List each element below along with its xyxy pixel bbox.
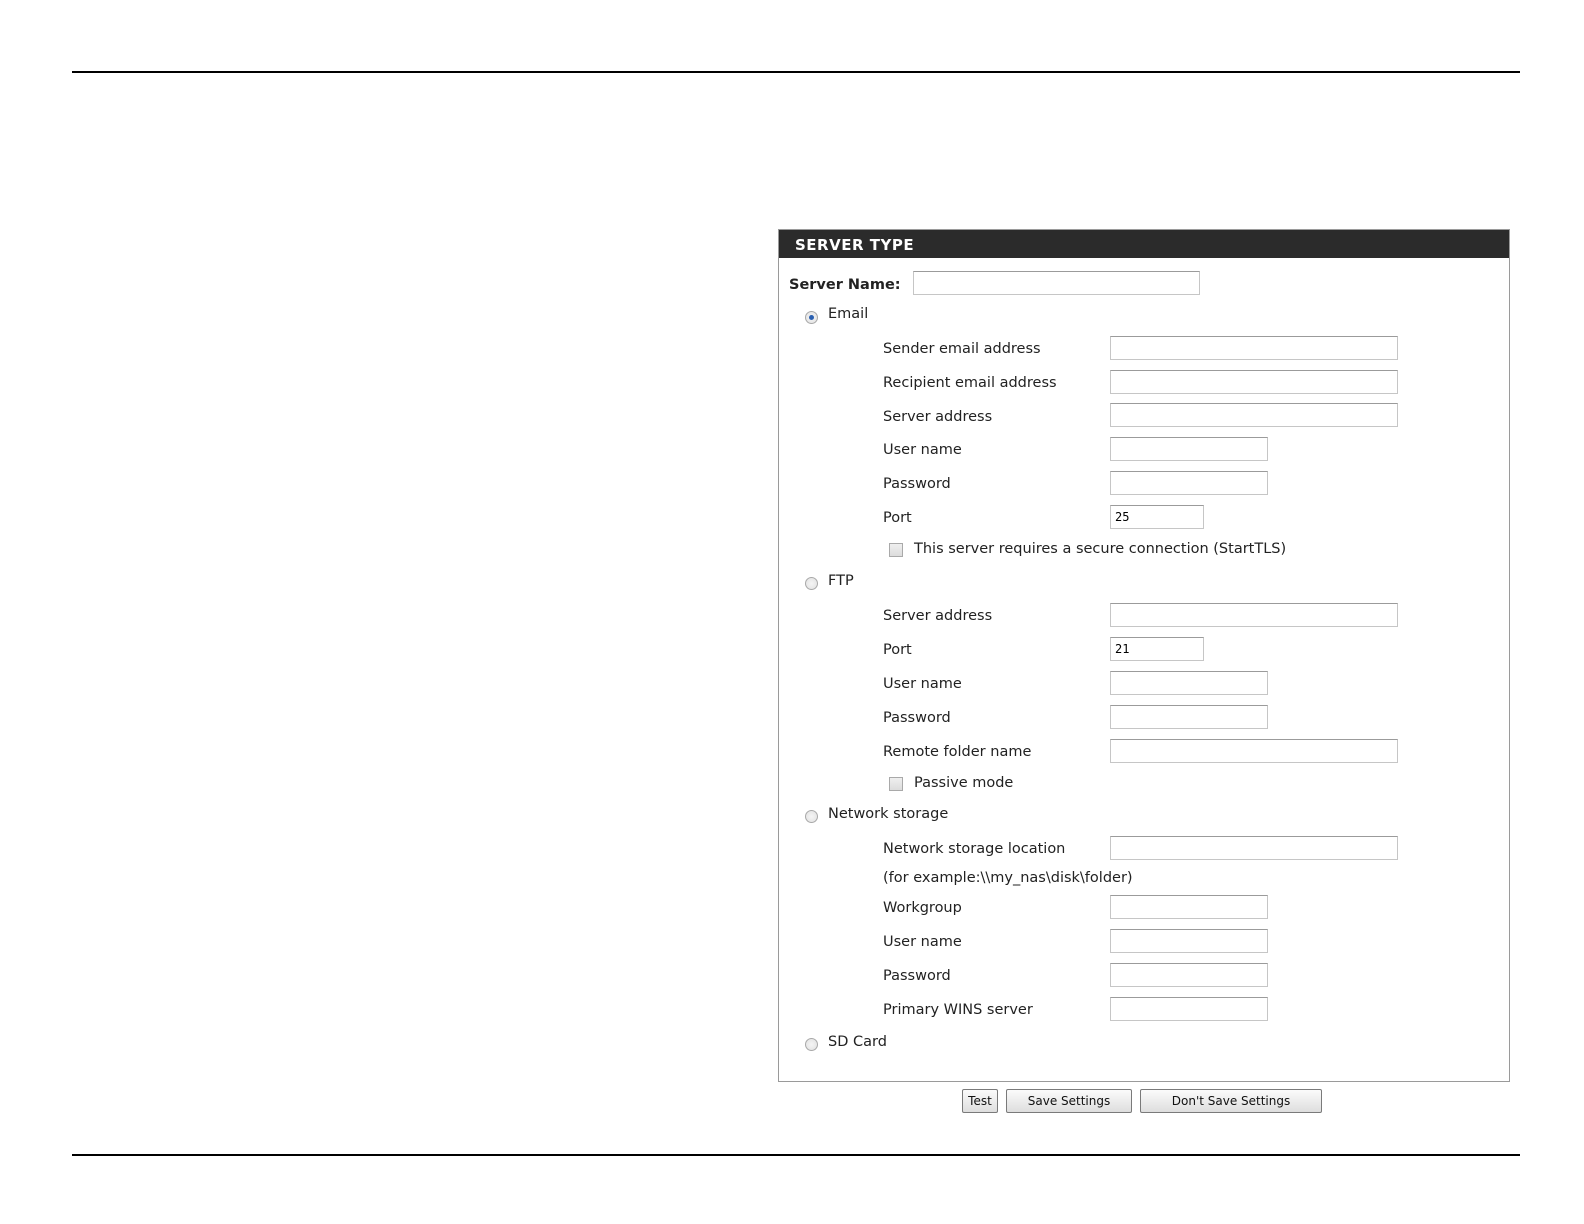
test-button[interactable]: Test <box>962 1089 998 1113</box>
network-storage-example: (for example:\\my_nas\disk\folder) <box>883 870 1133 886</box>
dont-save-settings-button[interactable]: Don't Save Settings <box>1140 1089 1322 1113</box>
passive-mode-label: Passive mode <box>914 775 1014 791</box>
panel-title: SERVER TYPE <box>779 230 1509 258</box>
ns-user-name-label: User name <box>883 934 962 950</box>
email-server-address-label: Server address <box>883 409 993 425</box>
email-password-input[interactable] <box>1110 471 1268 495</box>
email-port-label: Port <box>883 510 912 526</box>
network-storage-location-input[interactable] <box>1110 836 1398 860</box>
sender-email-input[interactable] <box>1110 336 1398 360</box>
remote-folder-input[interactable] <box>1110 739 1398 763</box>
email-radio[interactable] <box>805 311 818 324</box>
workgroup-input[interactable] <box>1110 895 1268 919</box>
ftp-radio[interactable] <box>805 577 818 590</box>
ns-password-input[interactable] <box>1110 963 1268 987</box>
ns-user-name-input[interactable] <box>1110 929 1268 953</box>
ftp-server-address-label: Server address <box>883 608 993 624</box>
ftp-option-label: FTP <box>828 573 854 589</box>
starttls-label: This server requires a secure connection (StartTLS) <box>914 541 1287 557</box>
save-settings-button[interactable]: Save Settings <box>1006 1089 1132 1113</box>
wins-server-input[interactable] <box>1110 997 1268 1021</box>
ftp-server-address-input[interactable] <box>1110 603 1398 627</box>
remote-folder-label: Remote folder name <box>883 744 1032 760</box>
email-password-label: Password <box>883 476 951 492</box>
server-name-input[interactable] <box>913 271 1200 295</box>
workgroup-label: Workgroup <box>883 900 962 916</box>
ftp-user-name-label: User name <box>883 676 962 692</box>
network-storage-radio[interactable] <box>805 810 818 823</box>
server-type-panel <box>778 229 1510 1082</box>
ftp-user-name-input[interactable] <box>1110 671 1268 695</box>
network-storage-option-label: Network storage <box>828 806 949 822</box>
sender-email-label: Sender email address <box>883 341 1041 357</box>
ftp-port-input[interactable] <box>1110 637 1204 661</box>
sd-card-option-label: SD Card <box>828 1034 887 1050</box>
ftp-port-label: Port <box>883 642 912 658</box>
email-port-input[interactable] <box>1110 505 1204 529</box>
passive-mode-checkbox[interactable] <box>889 777 903 791</box>
wins-server-label: Primary WINS server <box>883 1002 1033 1018</box>
ftp-password-input[interactable] <box>1110 705 1268 729</box>
top-divider <box>72 71 1520 73</box>
recipient-email-input[interactable] <box>1110 370 1398 394</box>
starttls-checkbox[interactable] <box>889 543 903 557</box>
email-user-name-label: User name <box>883 442 962 458</box>
server-name-label: Server Name: <box>789 277 901 293</box>
recipient-email-label: Recipient email address <box>883 375 1057 391</box>
ftp-password-label: Password <box>883 710 951 726</box>
ns-password-label: Password <box>883 968 951 984</box>
sd-card-radio[interactable] <box>805 1038 818 1051</box>
email-user-name-input[interactable] <box>1110 437 1268 461</box>
network-storage-location-label: Network storage location <box>883 841 1066 857</box>
email-option-label: Email <box>828 306 869 322</box>
email-server-address-input[interactable] <box>1110 403 1398 427</box>
bottom-divider <box>72 1154 1520 1156</box>
